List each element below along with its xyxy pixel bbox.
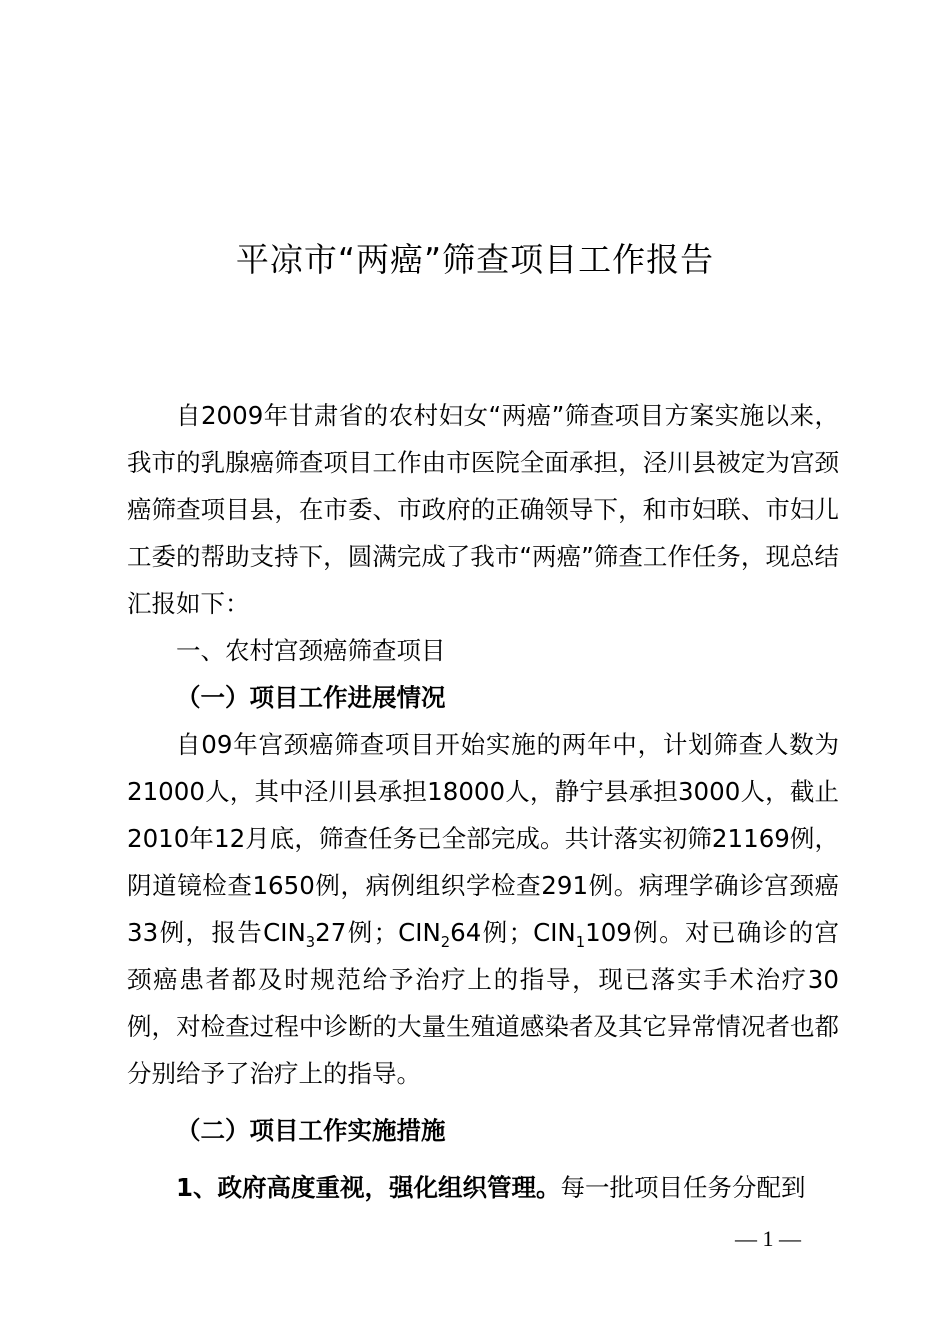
progress-paragraph [127, 721, 839, 1097]
measure-1-heading: 1、政府高度重视，强化组织管理。 [176, 1173, 561, 1202]
subsection-heading-2: （二）项目工作实施措施 [176, 1116, 446, 1145]
page-number: — 1 — [735, 1226, 801, 1251]
progress-text-2: 27例；CIN [315, 918, 441, 947]
progress-text-4: 109例。对已确诊的宫颈癌患者都及时规范给予治疗上的指导，现已落实手术治疗30例，对检查过程中诊断的大量生殖道感染者及其它异常情况者也都分别给予了治疗上的指导。 [127, 918, 840, 1088]
cin-subscript-2: 2 [440, 933, 451, 951]
section-heading-1: 一、农村宫颈癌筛查项目 [176, 636, 446, 665]
progress-text-1: 自09年宫颈癌筛查项目开始实施的两年中，计划筛查人数为21000人，其中泾川县承担18000人，静宁县承担3000人，截止2010年12月底，筛查任务已全部完成。共计落实初筛21169例，阴道镜检查1650例，病例组织学检查291例。病理学确诊宫颈癌33例，报告CIN [127, 730, 839, 947]
measure-paragraph-1 [127, 1164, 839, 1211]
document-body [127, 392, 839, 1211]
cin-subscript-1: 1 [575, 933, 586, 951]
cin-subscript-3: 3 [305, 933, 316, 951]
progress-text-3: 64例；CIN [450, 918, 576, 947]
document-title: 平凉市“两癌”筛查项目工作报告 [235, 240, 715, 279]
measure-1-text: 每一批项目任务分配到 [560, 1173, 806, 1202]
intro-paragraph: 自2009年甘肃省的农村妇女“两癌”筛查项目方案实施以来，我市的乳腺癌筛查项目工作由市医院全面承担，泾川县被定为宫颈癌筛查项目县，在市委、市政府的正确领导下，和市妇联、市妇儿工委的帮助支持下，圆满完成了我市“两癌”筛查工作任务，现总结汇报如下： [127, 401, 839, 618]
subsection-heading-1: （一）项目工作进展情况 [176, 683, 446, 712]
